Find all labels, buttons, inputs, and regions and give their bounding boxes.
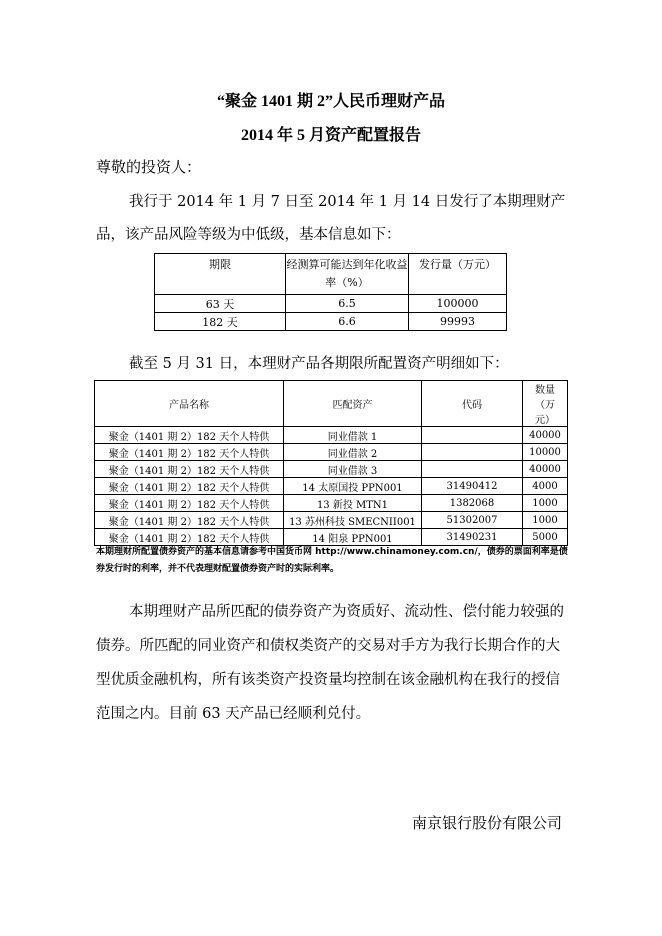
table-cell: 5000	[523, 529, 568, 546]
table-cell: 聚金（1401 期 2）182 天个人特供	[95, 461, 284, 478]
column-header: 经测算可能达到年化收益率（%）	[286, 254, 409, 295]
asset-allocation-table	[94, 380, 568, 546]
column-header: 发行量（万元）	[409, 254, 507, 295]
intro-paragraph: 我行于 2014 年 1 月 7 日至 2014 年 1 月 14 日发行了本期理财产品，该产品风险等级为中低级，基本信息如下：	[96, 194, 566, 243]
table-cell	[422, 461, 523, 478]
footnote: 本期理财所配置债券资产的基本信息请参考中国货币网 http://www.chinamoney.com.cn/，债券的票面利率是债券发行时的利率，并不代表理财配置债券资产时的实际利率。	[96, 547, 568, 574]
product-info-table	[154, 253, 507, 331]
table-row	[95, 495, 568, 512]
table-cell	[422, 427, 523, 444]
table-cell: 聚金（1401 期 2）182 天个人特供	[95, 478, 284, 495]
table-cell: 1000	[523, 495, 568, 512]
table-cell	[422, 444, 523, 461]
table-row	[95, 461, 568, 478]
table-cell: 40000	[523, 427, 568, 444]
table-cell: 聚金（1401 期 2）182 天个人特供	[95, 512, 284, 529]
table-cell: 51302007	[422, 512, 523, 529]
table-row	[95, 529, 568, 546]
table-cell: 99993	[409, 313, 507, 331]
column-header: 产品名称	[95, 381, 284, 427]
table-cell: 13 新投 MTN1	[284, 495, 422, 512]
table-cell: 6.5	[286, 295, 409, 313]
table-cell: 182 天	[155, 313, 286, 331]
table-cell: 10000	[523, 444, 568, 461]
table-row	[95, 444, 568, 461]
closing-paragraph: 本期理财产品所匹配的债券资产为资质好、流动性、偿付能力较强的债券。所匹配的同业资产和债权类资产的交易对手方为我行长期合作的大型优质金融机构，所有该类资产投资量均控制在该金融机构在我行的授信范围之内。目前 63 天产品已经顺利兑付。	[96, 604, 564, 722]
table-cell: 同业借款 3	[284, 461, 422, 478]
table-header-row	[155, 254, 507, 295]
table-row	[95, 478, 568, 495]
table-cell: 13 苏州科技 SMECNII001	[284, 512, 422, 529]
table-row	[95, 512, 568, 529]
table-cell: 31490412	[422, 478, 523, 495]
asset-intro: 截至 5 月 31 日，本理财产品各期限所配置资产明细如下：	[129, 356, 509, 372]
table-cell: 1382068	[422, 495, 523, 512]
table-cell: 6.6	[286, 313, 409, 331]
table-cell: 14 太原国投 PPN001	[284, 478, 422, 495]
report-title: “聚金 1401 期 2”人民币理财产品	[216, 93, 445, 110]
column-header: 期限	[155, 254, 286, 295]
table-cell: 同业借款 1	[284, 427, 422, 444]
table-cell: 100000	[409, 295, 507, 313]
table-cell: 4000	[523, 478, 568, 495]
table-cell: 聚金（1401 期 2）182 天个人特供	[95, 495, 284, 512]
signature: 南京银行股份有限公司	[411, 814, 562, 832]
column-header: 代码	[422, 381, 523, 427]
table-cell: 聚金（1401 期 2）182 天个人特供	[95, 529, 284, 546]
table-row	[155, 295, 507, 313]
table-cell: 40000	[523, 461, 568, 478]
table-row	[155, 313, 507, 331]
table-cell: 1000	[523, 512, 568, 529]
column-header: 匹配资产	[284, 381, 422, 427]
table-cell: 63 天	[155, 295, 286, 313]
table-cell: 14 阳泉 PPN001	[284, 529, 422, 546]
table-cell: 聚金（1401 期 2）182 天个人特供	[95, 444, 284, 461]
column-header: 数量（万元）	[523, 381, 568, 427]
table-row	[95, 427, 568, 444]
table-header-row	[95, 381, 568, 427]
table-cell: 31490231	[422, 529, 523, 546]
table-cell: 同业借款 2	[284, 444, 422, 461]
report-subtitle: 2014 年 5 月资产配置报告	[240, 127, 421, 144]
table-cell: 聚金（1401 期 2）182 天个人特供	[95, 427, 284, 444]
greeting: 尊敬的投资人：	[96, 158, 202, 176]
